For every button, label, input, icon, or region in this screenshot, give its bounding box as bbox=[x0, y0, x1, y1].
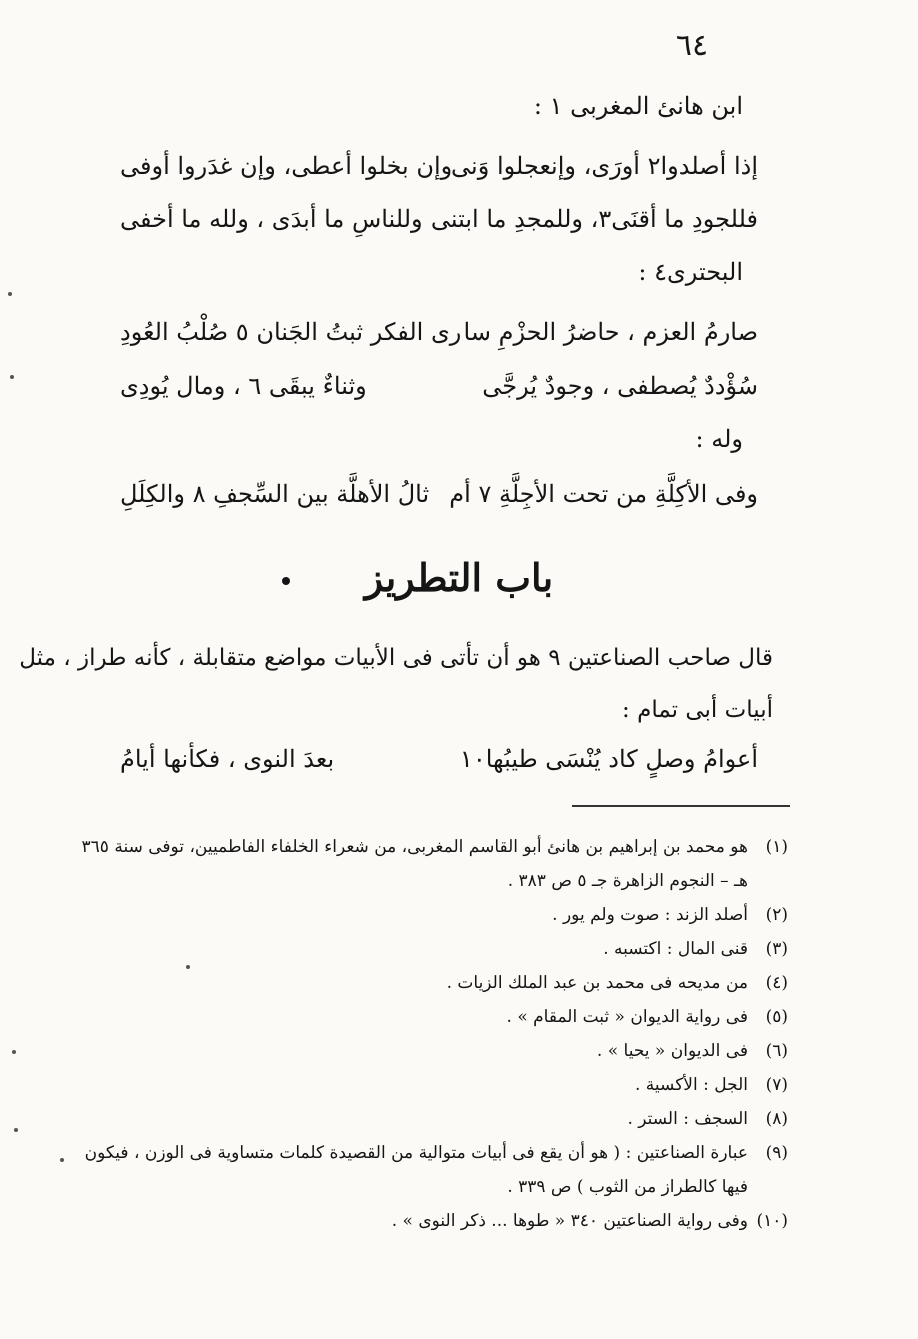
footnote-6 bbox=[80, 1034, 788, 1068]
footnote-number: (١) bbox=[765, 837, 788, 857]
footnote-text: فى الديوان « يحيا » . bbox=[596, 1041, 748, 1061]
verse-first-hemistich: أعوامُ وصلٍ كاد يُنْسَى طيبُها١٠ bbox=[459, 745, 758, 773]
verse-second-hemistich: وللناسِ ما أبدَى ، ولله ما أخفى bbox=[120, 205, 423, 233]
footnote-1 bbox=[80, 830, 788, 898]
verse-line-6 bbox=[120, 745, 758, 789]
footnote-number: (٦) bbox=[765, 1041, 788, 1061]
verse-line-5 bbox=[120, 480, 758, 524]
prose-line-2: أبيات أبى تمام : bbox=[622, 697, 773, 723]
footnote-text: الجل : الأكسية . bbox=[634, 1075, 748, 1095]
scan-speck bbox=[10, 375, 14, 379]
verse-second-hemistich: بعدَ النوى ، فكأنها أيامُ bbox=[120, 745, 335, 773]
scan-speck bbox=[12, 1050, 16, 1054]
footnote-text: قنى المال : اكتسبه . bbox=[603, 939, 748, 959]
footnote-text: أصلد الزند : صوت ولم يور . bbox=[552, 905, 748, 925]
scan-speck bbox=[186, 965, 190, 969]
footnote-4 bbox=[80, 966, 788, 1000]
footnote-number: (٧) bbox=[765, 1075, 788, 1095]
chapter-heading bbox=[0, 555, 918, 600]
footnote-7 bbox=[80, 1068, 788, 1102]
footnote-number: (١٠) bbox=[756, 1211, 788, 1231]
verse-line-3 bbox=[120, 318, 758, 362]
footnote-9 bbox=[80, 1136, 788, 1204]
footnote-number: (٣) bbox=[765, 939, 788, 959]
footnote-text: عبارة الصناعتين : ( هو أن يقع فى أبيات متوالية من القصيدة كلمات متساوية فى الوزن ، فيكون فيها كالطراز من الثوب ) ص ٣٣٩ . bbox=[84, 1143, 748, 1197]
prose-line-1: قال صاحب الصناعتين ٩ هو أن تأتى فى الأبيات مواضع متقابلة ، كأنه طراز ، مثل bbox=[19, 645, 773, 671]
page-number: ٦٤ bbox=[675, 28, 709, 63]
scan-speck bbox=[14, 1128, 18, 1132]
footnote-text: فى رواية الديوان « ثبت المقام » . bbox=[506, 1007, 748, 1027]
poet-intro-ibn-hani: ابن هانئ المغربى ١ : bbox=[533, 92, 743, 120]
scan-speck bbox=[60, 1158, 64, 1162]
footnote-number: (٤) bbox=[765, 973, 788, 993]
footnote-text: من مديحه فى محمد بن عبد الملك الزيات . bbox=[446, 973, 748, 993]
verse-first-hemistich: وفى الأكِلَّةِ من تحت الأجِلَّةِ ٧ أم bbox=[449, 480, 758, 508]
footnote-number: (٥) bbox=[765, 1007, 788, 1027]
footnote-2 bbox=[80, 898, 788, 932]
verse-first-hemistich: فللجودِ ما أقنَى٣، وللمجدِ ما ابتنى bbox=[430, 205, 758, 233]
heading-dot-ornament bbox=[282, 577, 290, 585]
verse-line-1 bbox=[120, 152, 758, 196]
footnote-3 bbox=[80, 932, 788, 966]
verse-second-hemistich: رى الفكر ثبتُ الجَنان ٥ صُلْبُ العُودِ bbox=[120, 318, 462, 346]
verse-second-hemistich: ثالُ الأهلَّة بين السِّجفِ ٨ والكِلَلِ bbox=[120, 480, 430, 508]
footnote-8 bbox=[80, 1102, 788, 1136]
footnote-5 bbox=[80, 1000, 788, 1034]
verse-first-hemistich: إذا أصلدوا٢ أورَى، وإنعجلوا وَنى bbox=[451, 152, 758, 180]
verse-second-hemistich: وإن بخلوا أعطى، وإن غدَروا أوفى bbox=[120, 152, 453, 180]
footnote-10 bbox=[80, 1204, 788, 1238]
poet-intro-wa-lahu: وله : bbox=[695, 425, 743, 453]
footnote-number: (٨) bbox=[765, 1109, 788, 1129]
footnote-separator bbox=[572, 805, 790, 807]
footnote-text: السجف : الستر . bbox=[627, 1109, 748, 1129]
footnote-number: (٢) bbox=[765, 905, 788, 925]
verse-first-hemistich: صارمُ العزم ، حاضرُ الحزْمِ سا bbox=[463, 318, 758, 346]
footnote-text: وفى رواية الصناعتين ٣٤٠ « طوها ... ذكر النوى » . bbox=[391, 1211, 748, 1231]
verse-line-2 bbox=[120, 205, 758, 249]
footnote-text: هو محمد بن إبراهيم بن هانئ أبو القاسم المغربى، من شعراء الخلفاء الفاطميين، توفى سنة ٣٦٥ هـ – النجوم الزاهرة جـ ٥ ص ٣٨٣ . bbox=[81, 837, 748, 891]
verse-first-hemistich: سُؤْددٌ يُصطفى ، وجودٌ يُرجَّى bbox=[482, 372, 758, 400]
chapter-title: باب التطريز bbox=[364, 555, 554, 600]
poet-intro-buhturi: البحترى٤ : bbox=[638, 258, 743, 286]
verse-second-hemistich: وثناءٌ يبقَى ٦ ، ومال يُودِى bbox=[120, 372, 367, 400]
verse-line-4 bbox=[120, 372, 758, 416]
footnotes bbox=[80, 830, 788, 1238]
footnote-number: (٩) bbox=[765, 1143, 788, 1163]
scan-speck bbox=[8, 292, 12, 296]
